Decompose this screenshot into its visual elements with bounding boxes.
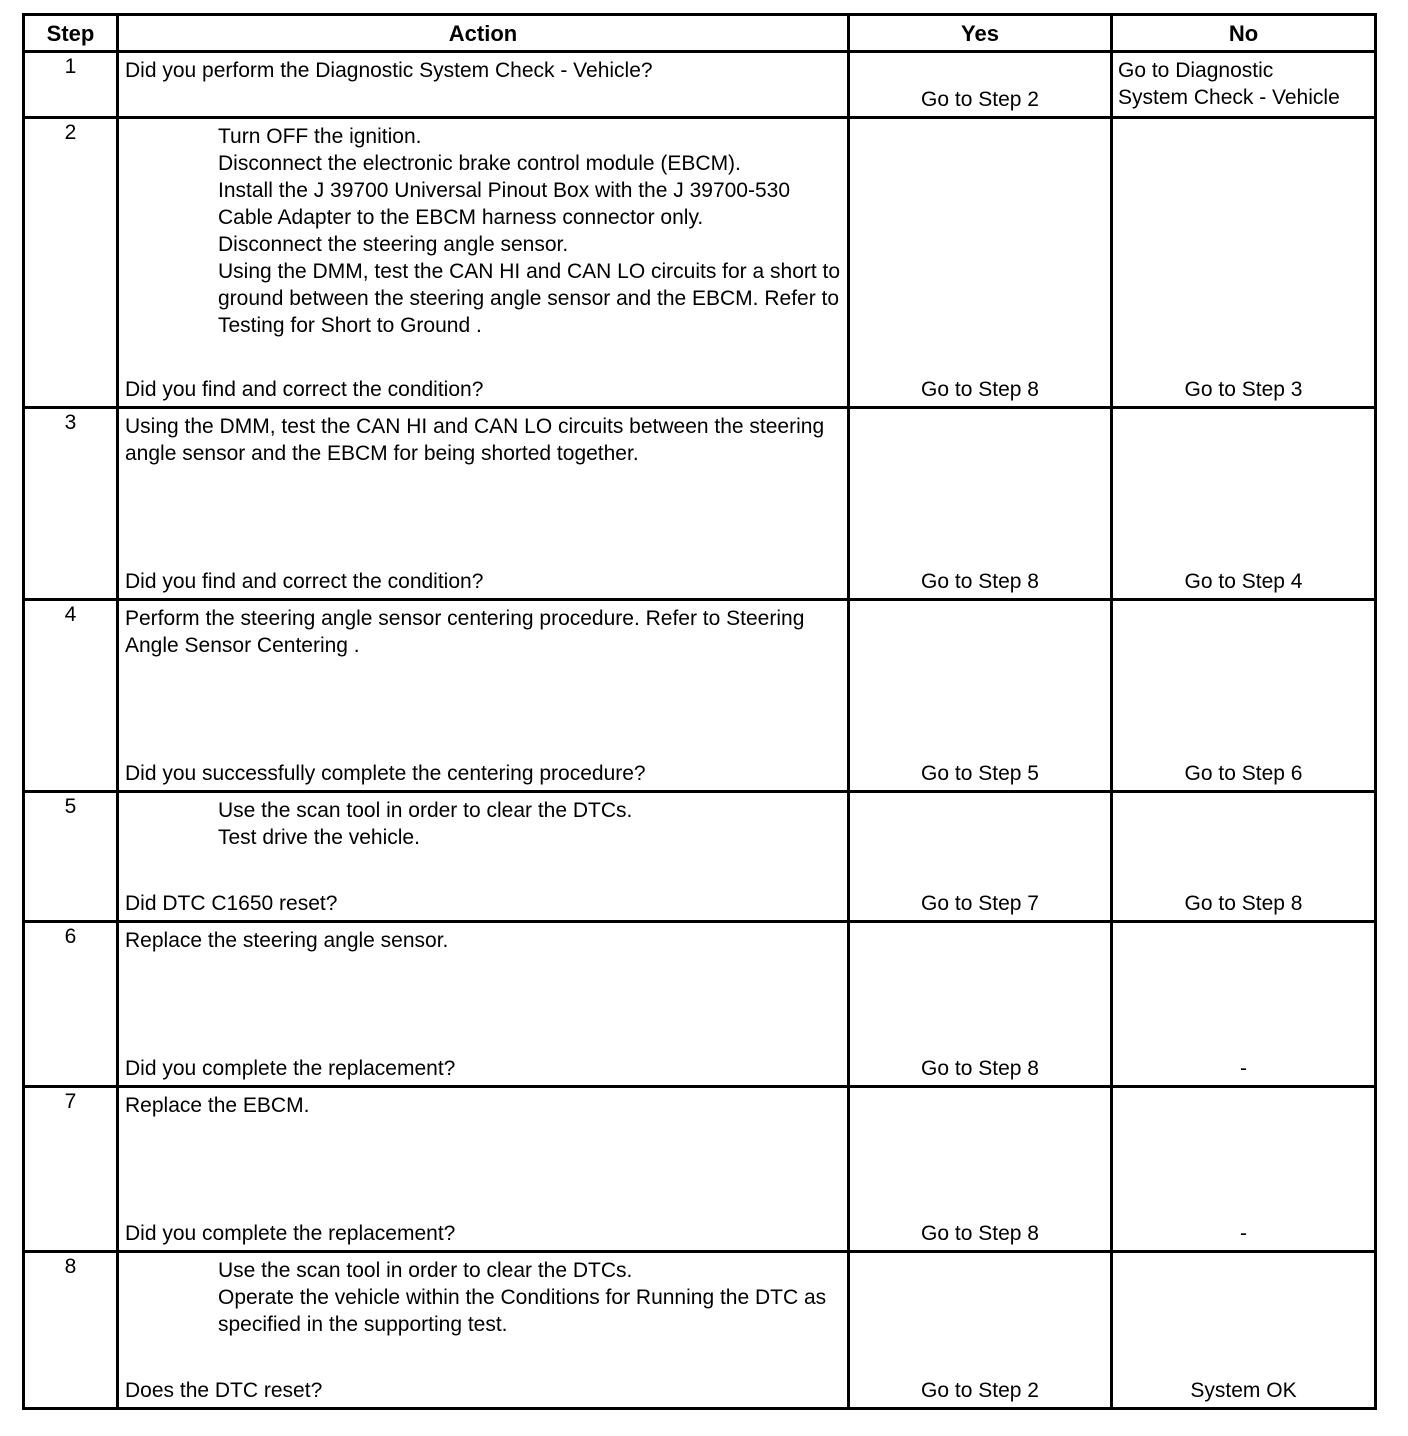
yes-cell bbox=[849, 1252, 1112, 1409]
action-intro-text: Replace the EBCM. bbox=[125, 1094, 310, 1117]
step-number: 4 bbox=[24, 600, 118, 792]
action-instruction: Operate the vehicle within the Conditions for Running the DTC as specified in the supporting test. bbox=[218, 1286, 827, 1336]
action-intro-text: Replace the steering angle sensor. bbox=[125, 929, 449, 952]
action-cell bbox=[118, 792, 849, 922]
step-number: 7 bbox=[24, 1087, 118, 1252]
action-instruction: Disconnect the electronic brake control module (EBCM). bbox=[218, 152, 741, 175]
no-cell bbox=[1112, 1252, 1376, 1409]
step-number: 3 bbox=[24, 408, 118, 600]
header-action: Action bbox=[118, 15, 849, 52]
action-instruction: Using the DMM, test the CAN HI and CAN LO circuits for a short to ground between the steering angle sensor and the EBCM. Refer to Testing for Short to Ground . bbox=[218, 260, 841, 337]
yes-cell bbox=[849, 1087, 1112, 1252]
step-number: 5 bbox=[24, 792, 118, 922]
action-instruction-list bbox=[125, 1257, 841, 1338]
action-question: Did you find and correct the condition? bbox=[125, 378, 484, 401]
header-yes: Yes bbox=[849, 15, 1112, 52]
action-question: Did DTC C1650 reset? bbox=[125, 892, 338, 915]
yes-cell bbox=[849, 922, 1112, 1087]
diagnostic-table bbox=[22, 13, 1377, 1410]
table-row bbox=[24, 408, 1376, 600]
no-cell bbox=[1112, 600, 1376, 792]
no-cell bbox=[1112, 1087, 1376, 1252]
no-result: Go to Step 4 bbox=[1184, 570, 1303, 593]
action-cell bbox=[118, 1087, 849, 1252]
action-instruction-list bbox=[125, 797, 841, 851]
yes-result: Go to Step 2 bbox=[921, 1379, 1039, 1402]
table-row bbox=[24, 118, 1376, 408]
no-result: Go to Step 3 bbox=[1184, 378, 1303, 401]
yes-cell bbox=[849, 118, 1112, 408]
action-intro-text: Did you perform the Diagnostic System Check - Vehicle? bbox=[125, 59, 653, 82]
yes-result: Go to Step 5 bbox=[921, 762, 1039, 785]
table-row bbox=[24, 922, 1376, 1087]
action-instruction: Install the J 39700 Universal Pinout Box with the J 39700-530 Cable Adapter to the EBCM harness connector only. bbox=[218, 179, 791, 229]
yes-result: Go to Step 2 bbox=[921, 88, 1039, 111]
action-question: Did you find and correct the condition? bbox=[125, 570, 484, 593]
yes-cell bbox=[849, 408, 1112, 600]
action-intro-text: Perform the steering angle sensor centering procedure. Refer to Steering Angle Sensor Centering . bbox=[125, 607, 805, 657]
action-instruction-list bbox=[125, 123, 841, 339]
no-result: Go to Step 6 bbox=[1184, 762, 1303, 785]
action-instruction: Turn OFF the ignition. bbox=[218, 125, 422, 148]
step-number: 8 bbox=[24, 1252, 118, 1409]
step-number: 2 bbox=[24, 118, 118, 408]
no-cell bbox=[1112, 922, 1376, 1087]
table-row bbox=[24, 52, 1376, 118]
header-step: Step bbox=[24, 15, 118, 52]
action-question: Did you complete the replacement? bbox=[125, 1222, 456, 1245]
action-cell bbox=[118, 922, 849, 1087]
action-cell bbox=[118, 600, 849, 792]
yes-cell bbox=[849, 792, 1112, 922]
action-cell bbox=[118, 118, 849, 408]
action-cell bbox=[118, 1252, 849, 1409]
no-result-line: System Check - Vehicle bbox=[1118, 86, 1340, 109]
no-result: Go to Step 8 bbox=[1184, 892, 1303, 915]
header-no: No bbox=[1112, 15, 1376, 52]
action-instruction: Use the scan tool in order to clear the DTCs. bbox=[218, 1259, 633, 1282]
step-number: 1 bbox=[24, 52, 118, 118]
no-cell bbox=[1112, 118, 1376, 408]
no-result: - bbox=[1240, 1222, 1247, 1245]
action-intro-text: Using the DMM, test the CAN HI and CAN LO circuits between the steering angle sensor and the EBCM for being shorted together. bbox=[125, 415, 825, 465]
yes-result: Go to Step 7 bbox=[921, 892, 1039, 915]
no-cell bbox=[1112, 52, 1376, 118]
table-row bbox=[24, 1087, 1376, 1252]
action-question: Did you successfully complete the centering procedure? bbox=[125, 762, 646, 785]
action-instruction: Use the scan tool in order to clear the DTCs. bbox=[218, 799, 633, 822]
action-instruction: Test drive the vehicle. bbox=[218, 826, 420, 849]
table-row bbox=[24, 792, 1376, 922]
no-result-line: Go to Diagnostic bbox=[1118, 59, 1274, 82]
step-number: 6 bbox=[24, 922, 118, 1087]
no-result: - bbox=[1240, 1057, 1247, 1080]
yes-result: Go to Step 8 bbox=[921, 1057, 1039, 1080]
header-row bbox=[24, 15, 1376, 52]
table-row bbox=[24, 1252, 1376, 1409]
action-cell bbox=[118, 52, 849, 118]
action-cell bbox=[118, 408, 849, 600]
action-question: Did you complete the replacement? bbox=[125, 1057, 456, 1080]
no-result bbox=[1118, 57, 1340, 111]
yes-cell bbox=[849, 600, 1112, 792]
yes-cell bbox=[849, 52, 1112, 118]
no-cell bbox=[1112, 408, 1376, 600]
no-result: System OK bbox=[1190, 1379, 1297, 1402]
yes-result: Go to Step 8 bbox=[921, 378, 1039, 401]
action-question: Does the DTC reset? bbox=[125, 1379, 323, 1402]
yes-result: Go to Step 8 bbox=[921, 570, 1039, 593]
action-instruction: Disconnect the steering angle sensor. bbox=[218, 233, 569, 256]
table-row bbox=[24, 600, 1376, 792]
yes-result: Go to Step 8 bbox=[921, 1222, 1039, 1245]
no-cell bbox=[1112, 792, 1376, 922]
